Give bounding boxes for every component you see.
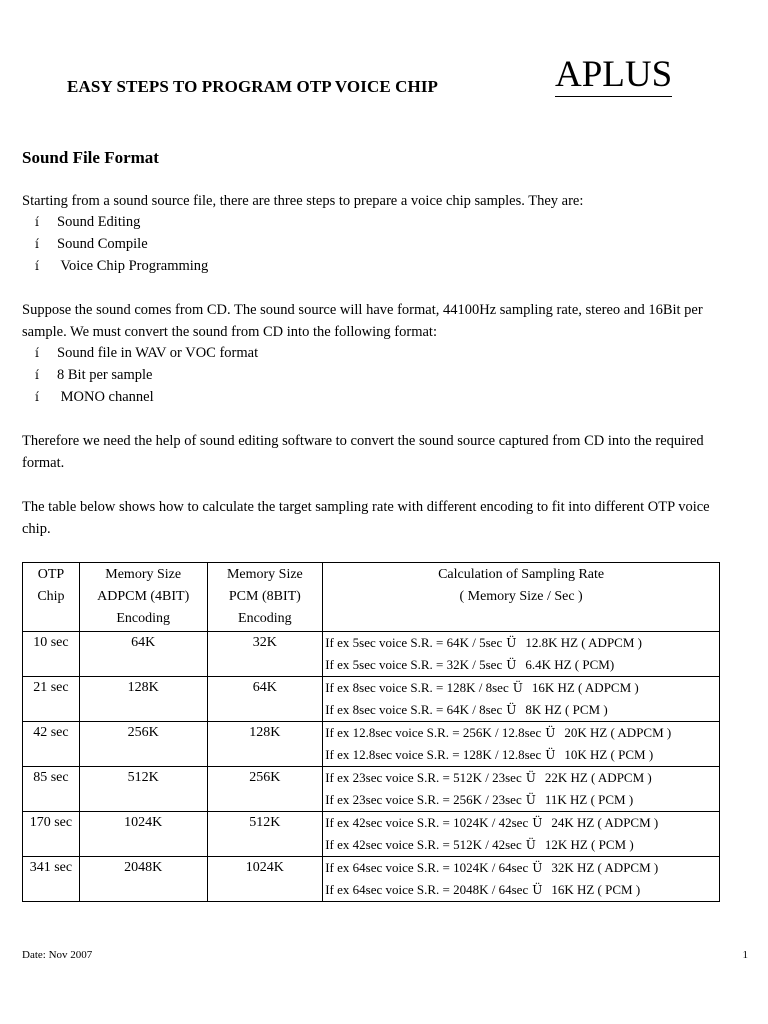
otp-cell: 10 sec — [23, 632, 80, 677]
calc-cell: If ex 64sec voice S.R. = 1024K / 64sec Ü 32K HZ ( ADPCM ) If ex 64sec voice S.R. = 2048K / 64sec Ü 16K HZ ( PCM ) — [323, 857, 720, 902]
header-otp-chip: OTP Chip — [23, 563, 80, 632]
arrow-icon: Ü — [532, 883, 543, 897]
step-label: Sound Compile — [57, 236, 148, 252]
bullet-icon: í — [35, 368, 39, 382]
arrow-icon: Ü — [545, 726, 556, 740]
otp-cell: 85 sec — [23, 767, 80, 812]
adpcm-cell: 2048K — [79, 857, 207, 902]
otp-cell: 341 sec — [23, 857, 80, 902]
intro-paragraph: Starting from a sound source file, there are three steps to prepare a voice chip samples. They are: — [22, 193, 584, 209]
arrow-icon: Ü — [525, 838, 536, 852]
bullet-icon: í — [35, 259, 39, 273]
format-label: 8 Bit per sample — [57, 367, 153, 383]
step-label: Sound Editing — [57, 214, 141, 230]
calc-cell: If ex 5sec voice S.R. = 64K / 5sec Ü 12.8K HZ ( ADPCM ) If ex 5sec voice S.R. = 32K / 5sec Ü 6.4K HZ ( PCM) — [323, 632, 720, 677]
list-item — [22, 386, 258, 408]
arrow-icon: Ü — [525, 771, 536, 785]
arrow-icon: Ü — [525, 793, 536, 807]
list-item — [22, 233, 208, 255]
calc-cell: If ex 23sec voice S.R. = 512K / 23sec Ü 22K HZ ( ADPCM ) If ex 23sec voice S.R. = 256K / 23sec Ü 11K HZ ( PCM ) — [323, 767, 720, 812]
pcm-cell: 32K — [207, 632, 323, 677]
arrow-icon: Ü — [512, 681, 523, 695]
table-header-row — [23, 563, 720, 632]
bullet-icon: í — [35, 390, 39, 404]
section-heading: Sound File Format — [22, 148, 159, 167]
pcm-cell: 256K — [207, 767, 323, 812]
table-row — [23, 632, 720, 677]
table-row — [23, 722, 720, 767]
bullet-icon: í — [35, 215, 39, 229]
table-intro-paragraph: The table below shows how to calculate the target sampling rate with different encoding to fit into different OTP voice chip. — [22, 499, 710, 537]
format-label: Sound file in WAV or VOC format — [57, 345, 259, 361]
editing-paragraph: Therefore we need the help of sound editing software to convert the sound source captured from CD into the required format. — [22, 433, 704, 471]
table-row — [23, 857, 720, 902]
header-adpcm-size: Memory Size ADPCM (4BIT) Encoding — [79, 563, 207, 632]
arrow-icon: Ü — [506, 658, 517, 672]
table-row — [23, 767, 720, 812]
header-pcm-size: Memory Size PCM (8BIT) Encoding — [207, 563, 323, 632]
otp-cell: 42 sec — [23, 722, 80, 767]
pcm-cell: 512K — [207, 812, 323, 857]
calc-cell: If ex 12.8sec voice S.R. = 256K / 12.8sec Ü 20K HZ ( ADPCM ) If ex 12.8sec voice S.R. = 128K / 12.8sec Ü 10K HZ ( PCM ) — [323, 722, 720, 767]
table-row — [23, 677, 720, 722]
adpcm-cell: 128K — [79, 677, 207, 722]
format-label: MONO channel — [57, 389, 154, 405]
arrow-icon: Ü — [532, 816, 543, 830]
table-row — [23, 812, 720, 857]
calc-cell: If ex 8sec voice S.R. = 128K / 8sec Ü 16K HZ ( ADPCM ) If ex 8sec voice S.R. = 64K / 8sec Ü 8K HZ ( PCM ) — [323, 677, 720, 722]
brand-logo: APLUS — [555, 54, 673, 95]
arrow-icon: Ü — [506, 636, 517, 650]
bullet-icon: í — [35, 346, 39, 360]
format-list — [22, 342, 258, 408]
pcm-cell: 1024K — [207, 857, 323, 902]
arrow-icon: Ü — [545, 748, 556, 762]
calc-cell: If ex 42sec voice S.R. = 1024K / 42sec Ü 24K HZ ( ADPCM ) If ex 42sec voice S.R. = 512K / 42sec Ü 12K HZ ( PCM ) — [323, 812, 720, 857]
bullet-icon: í — [35, 237, 39, 251]
adpcm-cell: 1024K — [79, 812, 207, 857]
pcm-cell: 128K — [207, 722, 323, 767]
adpcm-cell: 512K — [79, 767, 207, 812]
list-item — [22, 255, 208, 277]
footer-date: Date: Nov 2007 — [22, 949, 93, 961]
adpcm-cell: 256K — [79, 722, 207, 767]
steps-list — [22, 211, 208, 277]
arrow-icon: Ü — [506, 703, 517, 717]
page-number: 1 — [742, 949, 748, 961]
otp-cell: 21 sec — [23, 677, 80, 722]
adpcm-cell: 64K — [79, 632, 207, 677]
header-title: EASY STEPS TO PROGRAM OTP VOICE CHIP — [67, 77, 439, 96]
otp-cell: 170 sec — [23, 812, 80, 857]
cd-paragraph: Suppose the sound comes from CD. The sound source will have format, 44100Hz sampling rate, stereo and 16Bit per sample. We must convert the sound from CD into the following format: — [22, 302, 703, 340]
header-calculation: Calculation of Sampling Rate ( Memory Size / Sec ) — [323, 563, 720, 632]
pcm-cell: 64K — [207, 677, 323, 722]
arrow-icon: Ü — [532, 861, 543, 875]
list-item — [22, 364, 258, 386]
step-label: Voice Chip Programming — [57, 258, 209, 274]
list-item — [22, 342, 258, 364]
list-item — [22, 211, 208, 233]
sampling-rate-table — [22, 562, 720, 902]
